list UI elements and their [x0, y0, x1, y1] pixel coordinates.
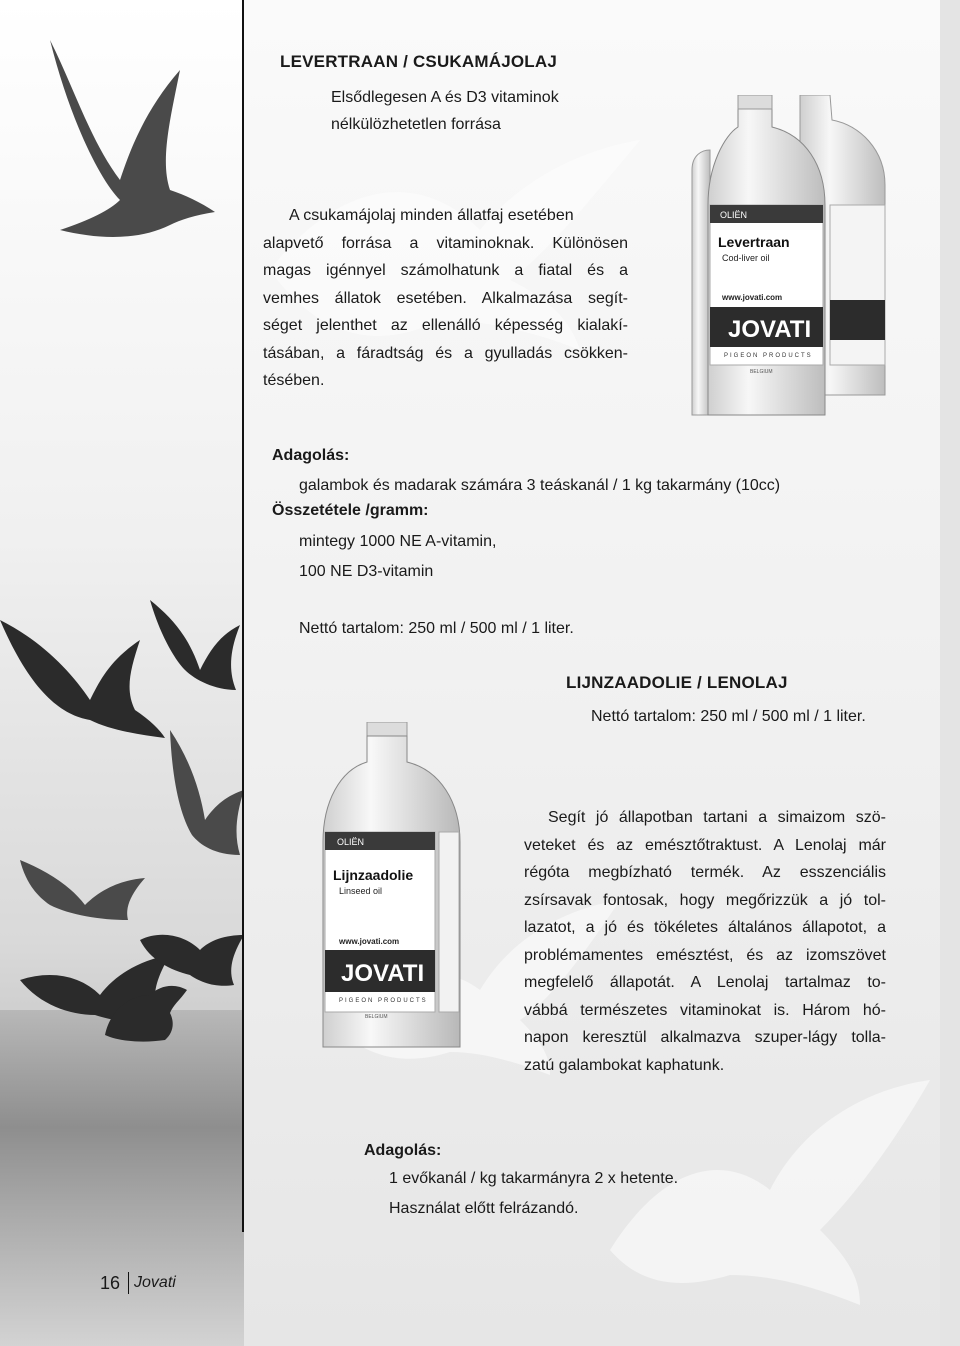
dosage-label-1: Adagolás:	[272, 447, 350, 464]
product-description: A csukamájolaj minden állatfaj esetében alapvető forrása a vitaminoknak. Különösen magas igénnyel számolhatunk a fiatal és a vemhes állatok esetében. Alkalmazása segít- séget jelenthet az ellenálló képesség kialakí- tásában, a fáradtság és a gyulladás csökken- tésében.	[263, 207, 628, 389]
product-title-levertraan: LEVERTRAAN / CSUKAMÁJOLAJ	[280, 52, 558, 71]
footer-brand: Jovati	[134, 1274, 176, 1291]
composition-label: Összetétele /gramm:	[272, 502, 429, 519]
column-divider	[242, 0, 244, 1232]
bottle1-product: Levertraan	[718, 234, 790, 250]
bottle1-logo-sub: PIGEON PRODUCTS	[724, 353, 813, 359]
footer-separator	[128, 1272, 129, 1294]
bottle1-brand-top: OLIËN	[720, 210, 748, 220]
composition-list: mintegy 1000 NE A-vitamin, 100 NE D3-vitamin	[299, 533, 497, 580]
bottle2-logo: JOVATI	[341, 960, 425, 987]
bottle2-product: Lijnzaadolie	[333, 867, 414, 883]
lenolaj-description: Segít jó állapotban tartani a simaizom szö- veteket és az emésztőtraktust. A Lenolaj már régóta megbízható termék. Az esszenciális zsírsavak fontosak, hogy megőrizzük a jó tol- lazatot, a jó és tökéletes általános állapotot, a problémamentes emésztést, és az izomszövet megfelelő állapotát. A Lenolaj tartalmaz to- vábbá természetes vitaminokat is. Három hó- napon keresztül alkalmazva szuper-lágy tolla- zatú galambokat kaphatunk.	[524, 809, 886, 1074]
net-content-2: Nettó tartalom: 250 ml / 500 ml / 1 liter.	[591, 708, 866, 725]
lijnzaadolie-bottle-photo	[315, 722, 465, 1052]
bottle1-url: www.jovati.com	[722, 293, 783, 302]
page-edge	[940, 0, 960, 1346]
bottle1-product-sub: Cod-liver oil	[722, 253, 770, 263]
dosage-text-1: galambok és madarak számára 3 teáskanál / 1 kg takarmány (10cc)	[299, 477, 781, 494]
net-content-1: Nettó tartalom: 250 ml / 500 ml / 1 liter.	[299, 620, 574, 637]
dosage-label-2: Adagolás:	[364, 1142, 442, 1159]
pigeon-flying-top	[20, 30, 235, 250]
product-title-lijnzaadolie: LIJNZAADOLIE / LENOLAJ	[566, 673, 788, 692]
bottle2-product-sub: Linseed oil	[339, 886, 383, 896]
bottle2-url: www.jovati.com	[339, 937, 400, 946]
product-subtitle: Elsődlegesen A és D3 vitaminok nélkülözhetetlen forrása	[331, 89, 559, 133]
pigeon-group-2	[0, 720, 244, 920]
pigeon-group-1	[0, 580, 244, 740]
bottle2-country: BELGIUM	[365, 1014, 388, 1020]
page-footer	[100, 1272, 176, 1294]
sea-horizon	[0, 1010, 244, 1346]
levertraan-bottles-photo	[680, 95, 895, 425]
pigeon-standing	[95, 975, 195, 1045]
dosage-instructions-2: 1 evőkanál / kg takarmányra 2 x hetente. Használat előtt felrázandó.	[389, 1170, 679, 1217]
bottle1-country: BELGIUM	[750, 369, 773, 375]
bottle1-logo: JOVATI	[728, 316, 812, 343]
bottle2-logo-sub: PIGEON PRODUCTS	[339, 998, 428, 1004]
page-number: 16	[100, 1272, 121, 1293]
bottle2-brand-top: OLIËN	[337, 837, 365, 847]
